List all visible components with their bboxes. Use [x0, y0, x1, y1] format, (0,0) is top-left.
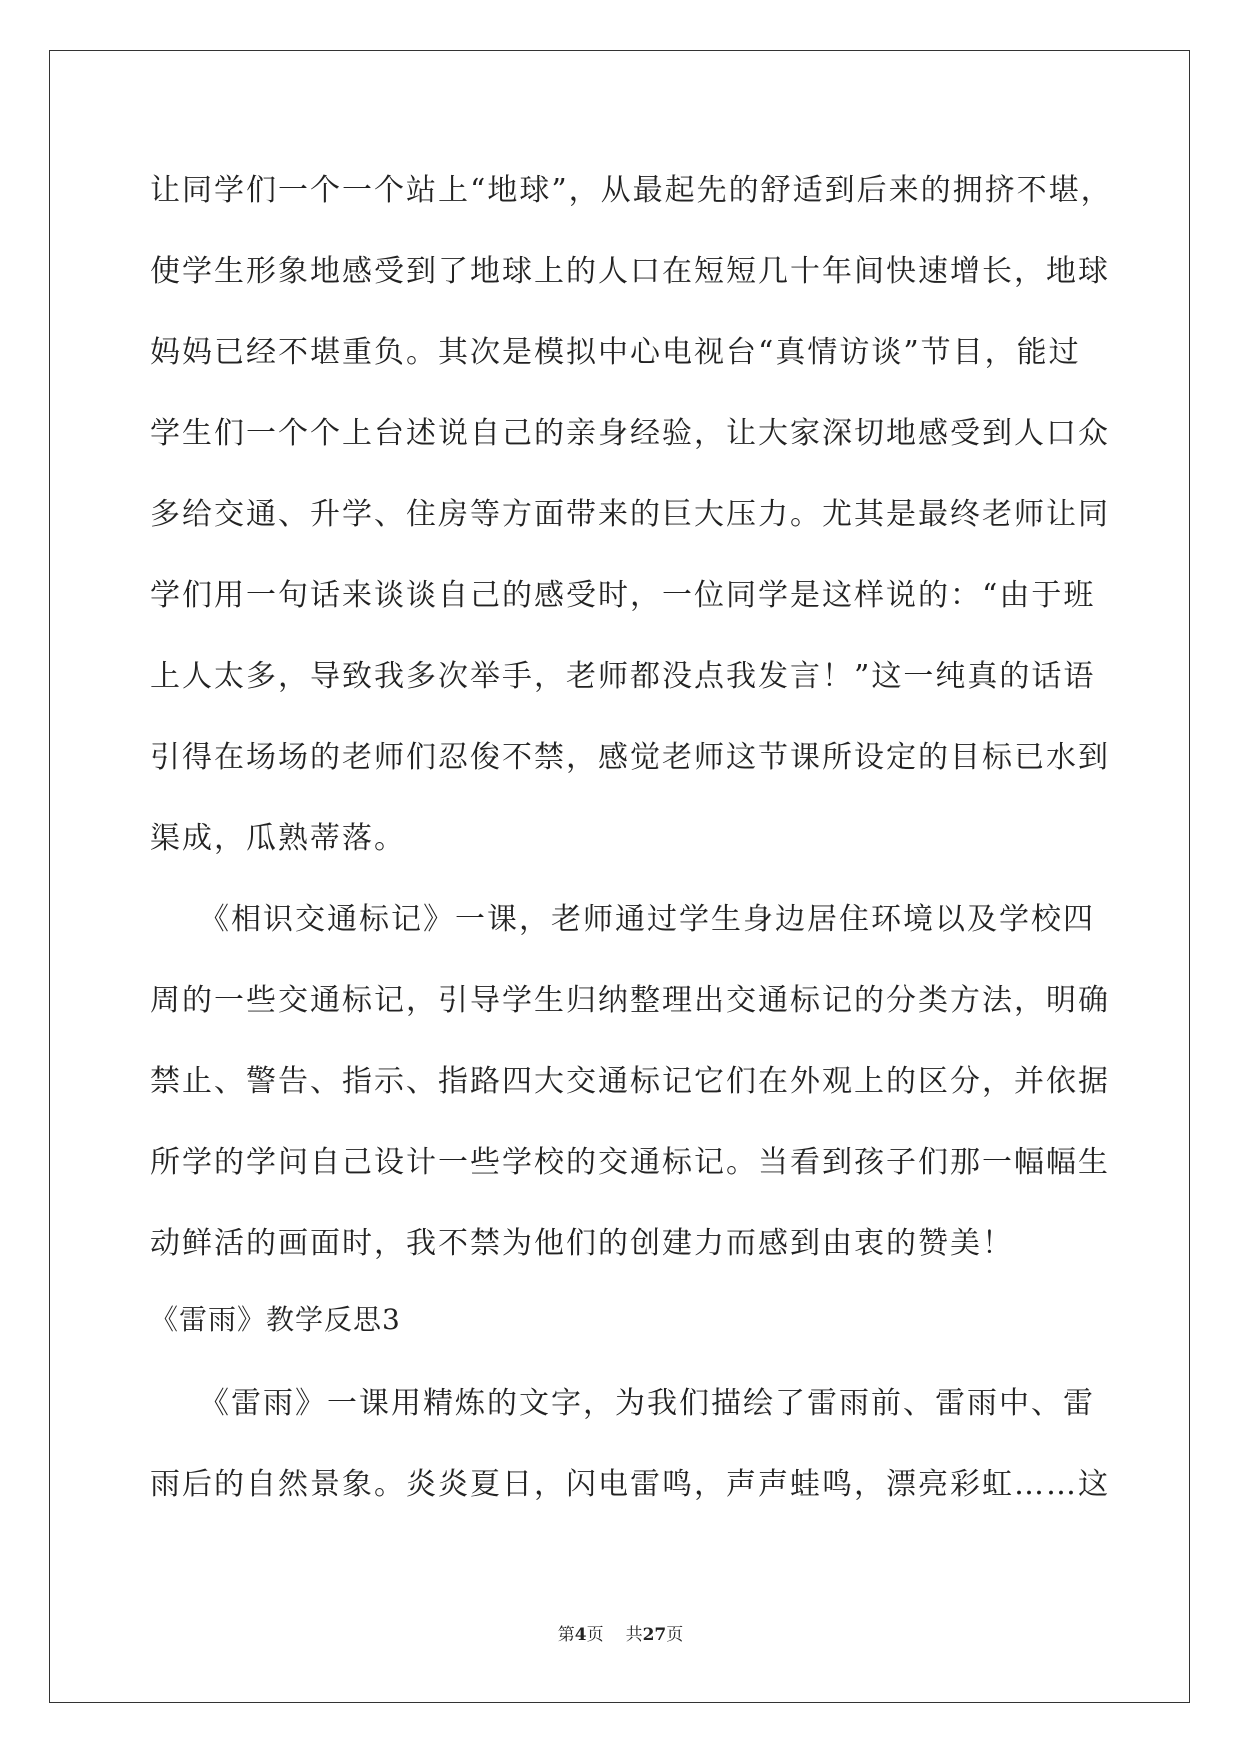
text-line: 所学的学问自己设计一些学校的交通标记。当看到孩子们那一幅幅生 [150, 1145, 1110, 1180]
footer-page-unit: 页 [586, 1625, 604, 1645]
text-line: 《雷雨》一课用精炼的文字，为我们描绘了雷雨前、雷雨中、雷 [150, 1386, 1095, 1421]
text-line: 使学生形象地感受到了地球上的人口在短短几十年间快速增长，地球 [150, 254, 1110, 289]
footer-page-current: 4 [574, 1625, 587, 1645]
text-line: 禁止、警告、指示、指路四大交通标记它们在外观上的区分，并依据 [150, 1064, 1110, 1099]
text-line: 雨后的自然景象。炎炎夏日，闪电雷鸣，声声蛙鸣，漂亮彩虹……这 [150, 1467, 1110, 1502]
footer-page-total: 27 [642, 1625, 667, 1645]
text-line: 学生们一个个上台述说自己的亲身经验，让大家深切地感受到人口众 [150, 416, 1110, 451]
text-line: 让同学们一个一个站上“地球”，从最起先的舒适到后来的拥挤不堪， [150, 173, 1113, 208]
text-line: 渠成，瓜熟蒂落。 [150, 821, 406, 856]
page-border [49, 50, 1190, 1703]
footer-total-prefix: 共 [625, 1625, 643, 1645]
section-heading: 《雷雨》教学反思3 [150, 1303, 401, 1336]
text-line: 引得在场场的老师们忍俊不禁，感觉老师这节课所设定的目标已水到 [150, 740, 1110, 775]
footer-total-unit: 页 [666, 1625, 684, 1645]
footer-page-prefix: 第 [557, 1625, 575, 1645]
text-line: 周的一些交通标记，引导学生归纳整理出交通标记的分类方法，明确 [150, 983, 1110, 1018]
page-footer [0, 1623, 1241, 1647]
text-line: 学们用一句话来谈谈自己的感受时，一位同学是这样说的：“由于班 [150, 578, 1096, 613]
text-line: 《相识交通标记》一课，老师通过学生身边居住环境以及学校四 [150, 902, 1095, 937]
text-line: 多给交通、升学、住房等方面带来的巨大压力。尤其是最终老师让同 [150, 497, 1110, 532]
text-line: 妈妈已经不堪重负。其次是模拟中心电视台“真情访谈”节目，能过 [150, 335, 1081, 370]
text-line: 上人太多，导致我多次举手，老师都没点我发言！”这一纯真的话语 [150, 659, 1096, 694]
text-line: 动鲜活的画面时，我不禁为他们的创建力而感到由衷的赞美！ [150, 1226, 1014, 1261]
